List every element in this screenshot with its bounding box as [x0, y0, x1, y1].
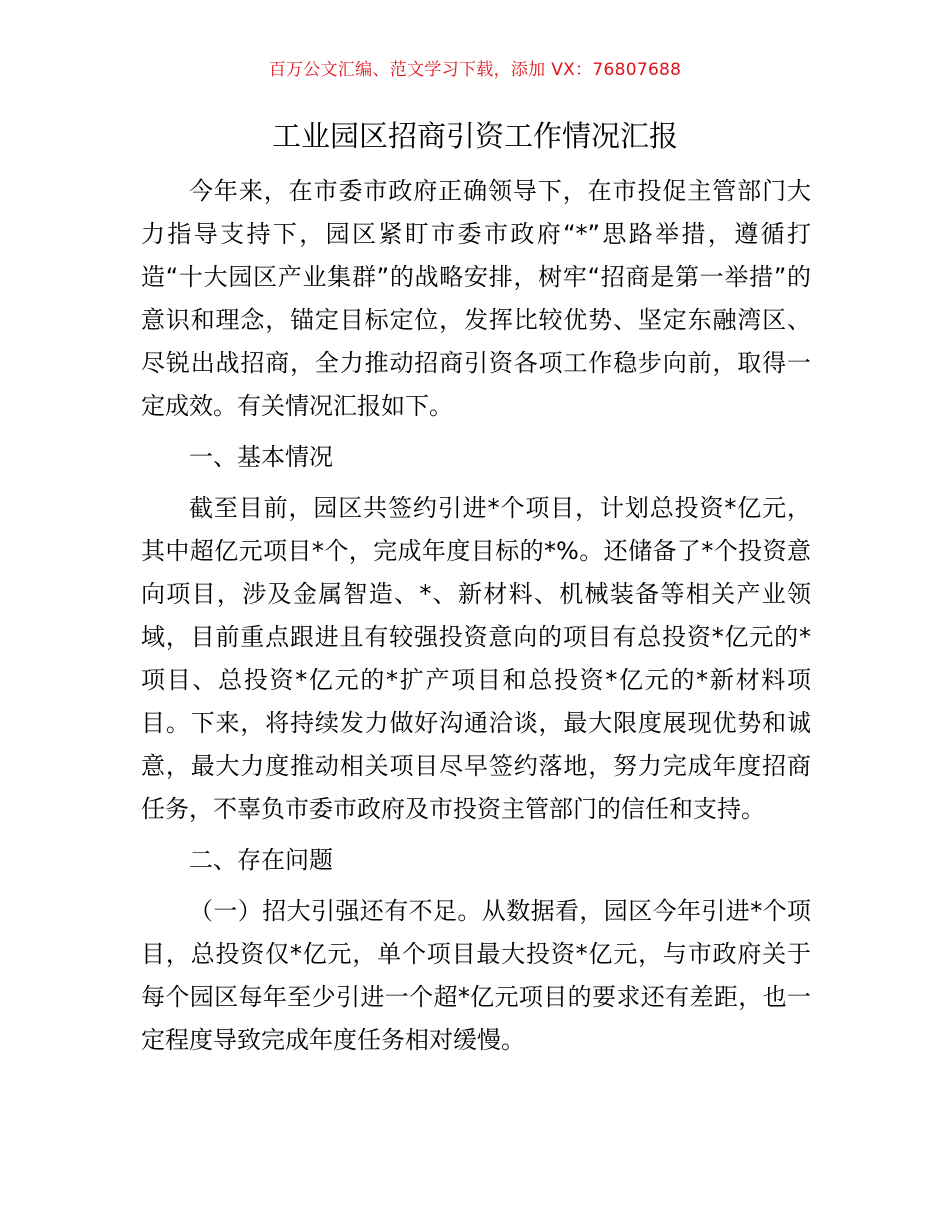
paragraph-intro: 今年来，在市委市政府正确领导下，在市投促主管部门大力指导支持下，园区紧盯市委市政府“*”思路举措，遵循打造“十大园区产业集群”的战略安排，树牢“招商是第一举措”的意识和理念，锚定目标定位，发挥比较优势、坚定东融湾区、尽锐出战招商，全力推动招商引资各项工作稳步向前，取得一定成效。有关情况汇报如下。 [141, 177, 811, 420]
paragraph-basic-situation: 截至目前，园区共签约引进*个项目，计划总投资*亿元，其中超亿元项目*个，完成年度目标的*%。还储备了*个投资意向项目，涉及金属智造、*、新材料、机械装备等相关产业领域，目前重点跟进且有较强投资意向的项目有总投资*亿元的*项目、总投资*亿元的*扩产项目和总投资*亿元的*新材料项目。下来，将持续发力做好沟通洽谈，最大限度展现优势和诚意，最大力度推动相关项目尽早签约落地，努力完成年度招商任务，不辜负市委市政府及市投资主管部门的信任和支持。 [141, 494, 811, 823]
header-watermark-note: 百万公文汇编、范文学习下载，添加 VX：76807688 [268, 60, 682, 80]
document-body [141, 170, 811, 1070]
section-heading-problems: 二、存在问题 [189, 846, 333, 874]
paragraph-problem-1: （一）招大引强还有不足。从数据看，园区今年引进*个项目，总投资仅*亿元，单个项目最大投资*亿元，与市政府关于每个园区每年至少引进一个超*亿元项目的要求还有差距，也一定程度导致完成年度任务相对缓慢。 [141, 897, 811, 1054]
section-heading-basic-situation: 一、基本情况 [189, 443, 333, 471]
document-title: 工业园区招商引资工作情况汇报 [271, 119, 678, 153]
